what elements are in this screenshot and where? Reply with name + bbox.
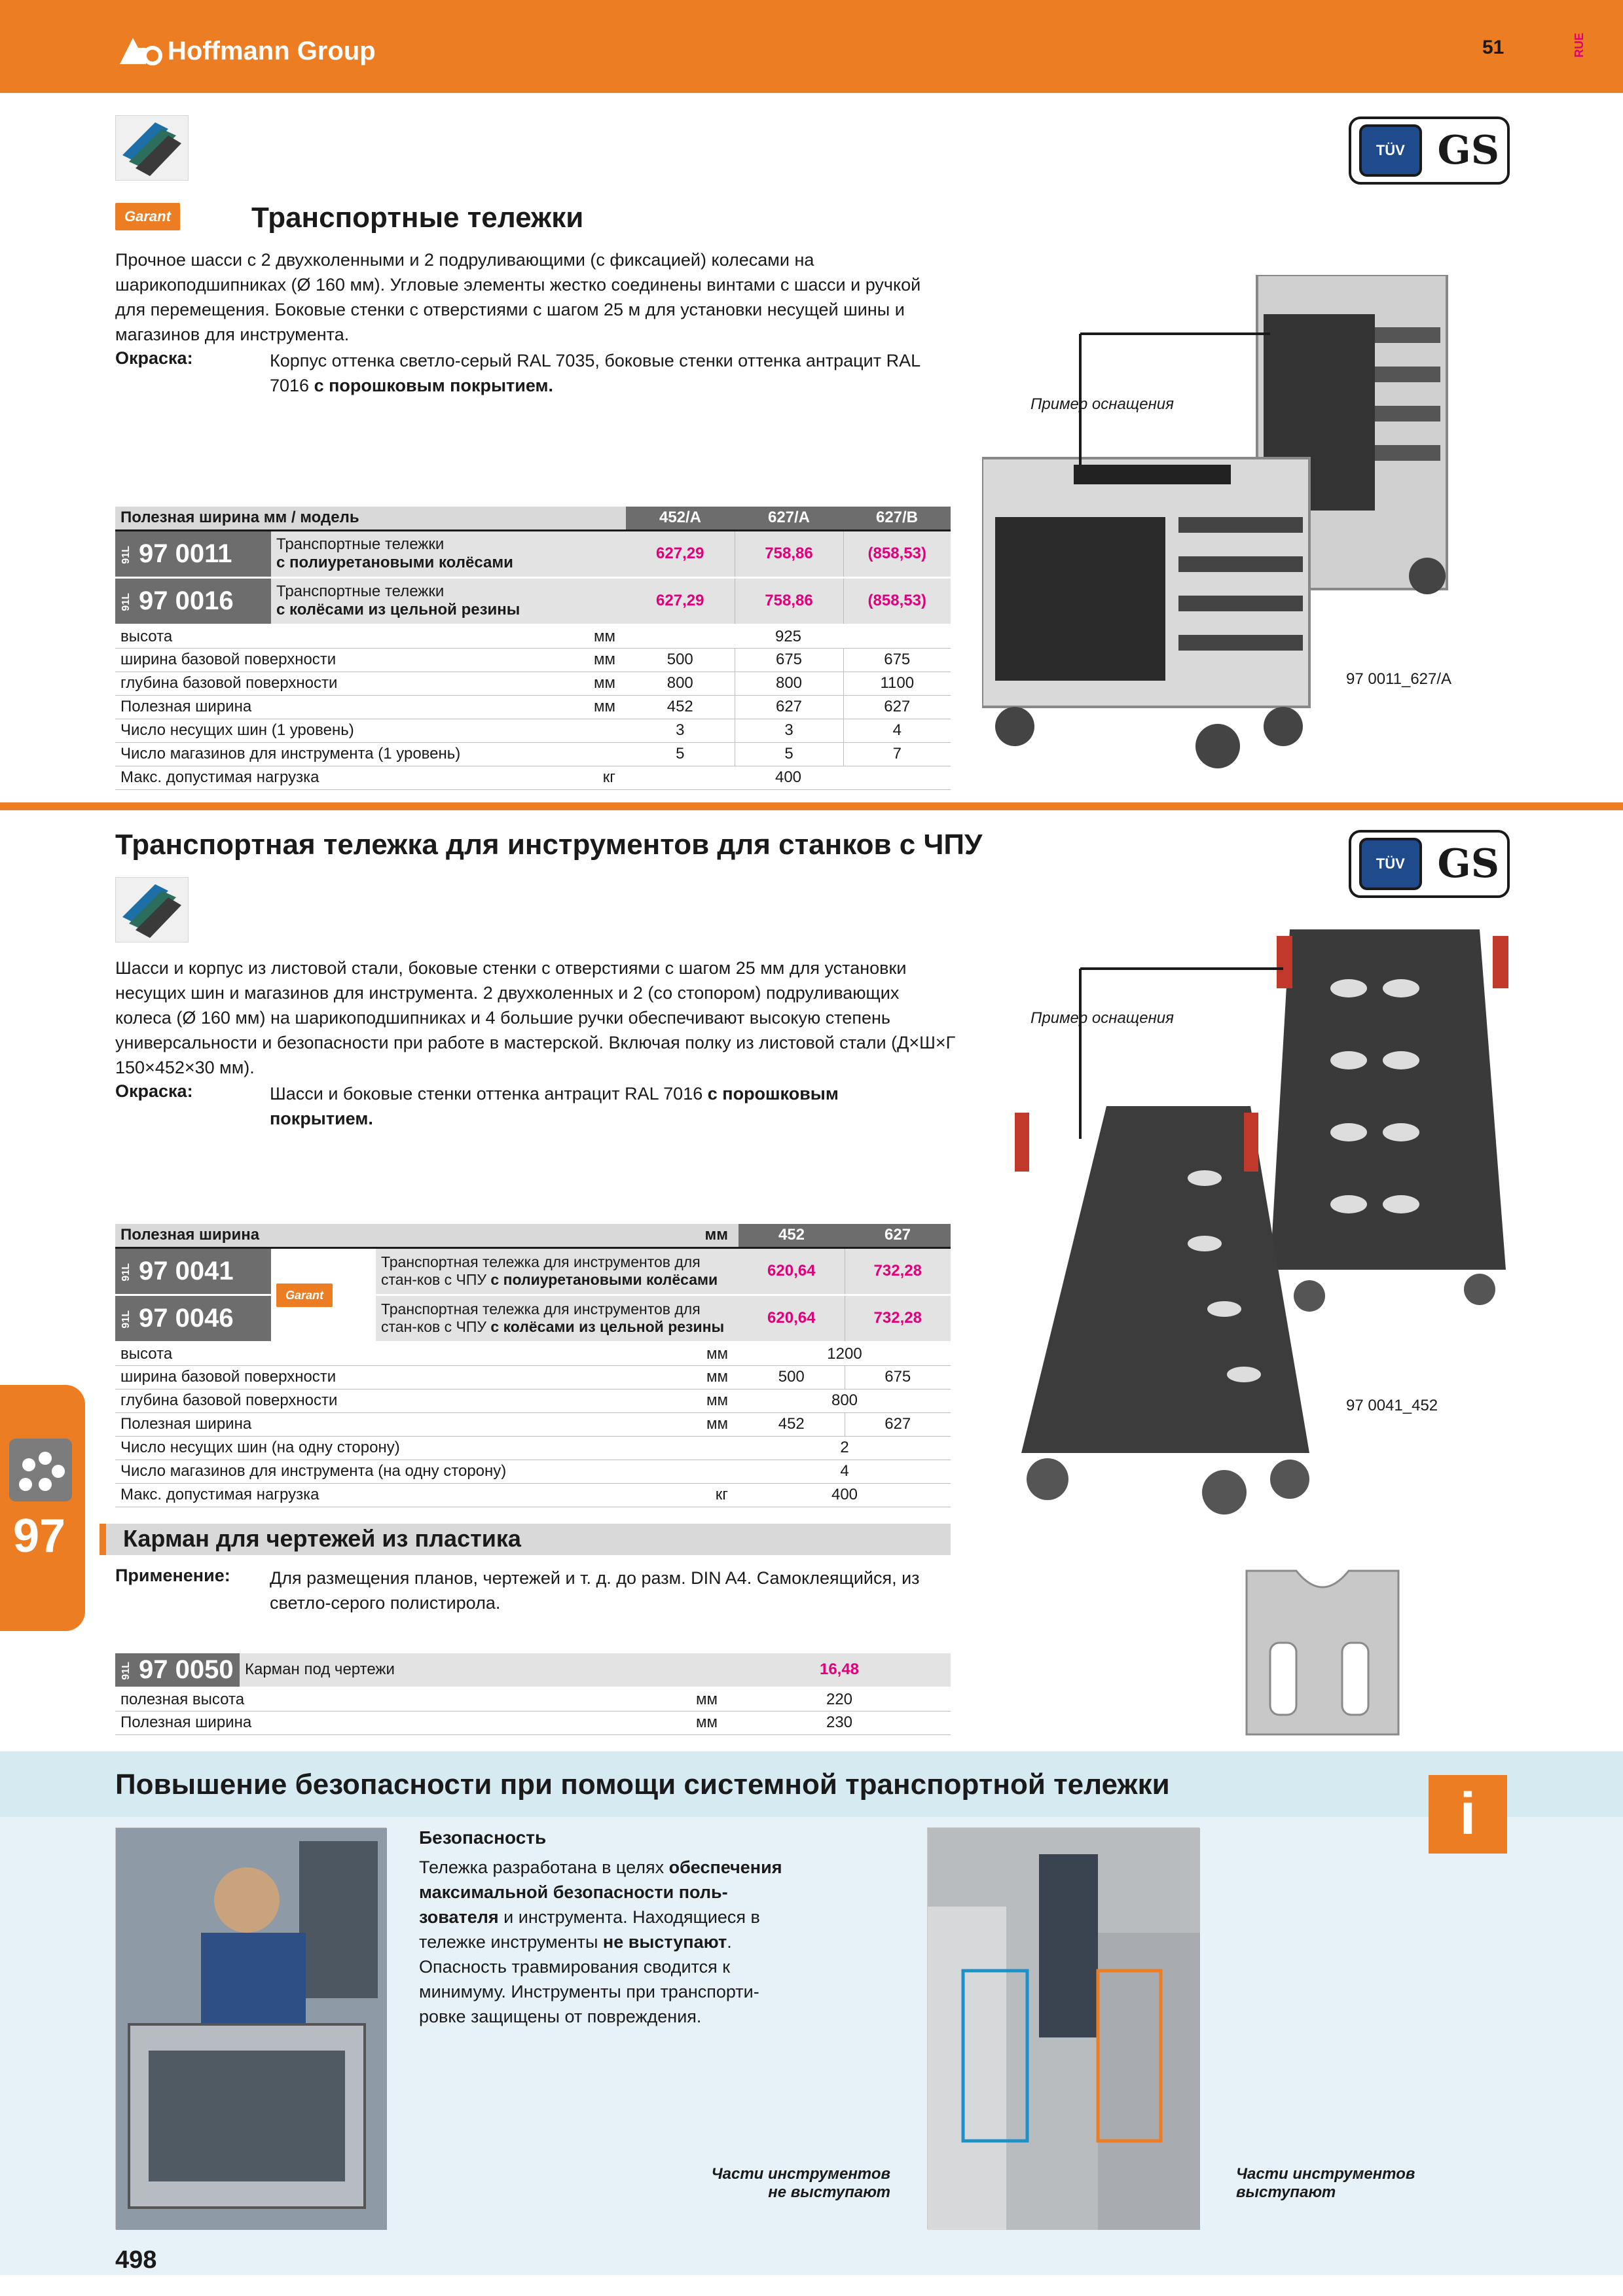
spec-row [115,1412,951,1436]
article-num: 97 0041 [139,1256,234,1285]
model-col: 452/A [626,507,735,530]
hoffmann-logo-icon [117,35,162,67]
spec-value: 1200 [739,1342,951,1365]
spec-value: 500 [626,648,735,672]
model-col: 452 [739,1224,845,1247]
spec-label: Макс. допустимая нагрузка [115,766,569,789]
section-divider [0,802,1623,810]
price: 732,28 [845,1295,951,1342]
table-head-unit: мм [579,1224,739,1247]
caption-left-line1: Части инструментов [711,2165,890,2183]
article-num: 97 0050 [139,1655,234,1684]
spec-value: 7 [843,742,951,766]
chapter-icon [9,1439,72,1501]
spec-value: 452 [739,1412,845,1436]
safety-text-bold: не выступают [602,1932,727,1952]
caption-right-line2: выступают [1236,2183,1336,2201]
model-col: 627 [845,1224,951,1247]
price: 627,29 [626,577,735,624]
paint-text: Корпус оттенка светло-серый RAL 7035, боковые стенки оттенка антрацит RAL 7016 [270,351,921,395]
section1-example-caption: Пример оснащения [1030,395,1174,413]
paint-text: Шасси и боковые стенки оттенка антрацит RAL 7016 [270,1084,703,1103]
spec-value: 4 [843,719,951,742]
spec-row [115,672,951,695]
spec-label: Полезная ширина [115,1711,610,1734]
spec-unit: кг [569,766,626,789]
spec-label: полезная высота [115,1687,610,1711]
article-num: 97 0016 [139,586,234,615]
spec-row [115,742,951,766]
spec-unit [569,742,626,766]
spec-value: 800 [626,672,735,695]
spec-unit [579,1436,739,1460]
paint-bold: с порошковым покрытием. [270,1084,839,1128]
article-desc-text: Транспортные тележки [276,583,445,600]
spec-value: 800 [739,1389,951,1412]
article-desc-bold: с колёсами из цельной резины [490,1318,725,1335]
spec-row [115,1342,951,1365]
table-row[interactable] [115,577,951,624]
section1-table [115,507,951,790]
caption-left [707,2165,890,2202]
spec-value: 675 [735,648,843,672]
spec-value: 675 [843,648,951,672]
spec-value: 4 [739,1460,951,1483]
article-desc-bold: с колёсами из цельной резины [276,601,520,619]
cart-image-1 [982,275,1506,792]
garant-logo: Garant [276,1283,333,1307]
garant-logo: Garant [115,203,180,230]
spec-value: 627 [845,1412,951,1436]
spec-label: глубина базовой поверхности [115,1389,579,1412]
section4-title: Повышение безопасности при помощи системной транспортной тележки [115,1768,1170,1801]
article-prefix: 91L [120,1310,132,1329]
spec-row [115,695,951,719]
article-desc: Карман под чертежи [240,1653,728,1687]
spec-label: ширина базовой поверхности [115,648,569,672]
table-head-label: Полезная ширина мм / модель [115,507,626,530]
certification-badges [1349,117,1510,185]
spec-label: Число магазинов для инструмента (1 уровень) [115,742,569,766]
spec-unit: мм [579,1412,739,1436]
chapter-tab[interactable] [0,1385,85,1631]
section1-image-caption: 97 0011_627/A [1346,670,1452,688]
article-desc [376,1247,739,1295]
article-num: 97 0011 [139,539,232,568]
safety-text-bold: обеспечения максимальной безопасности поль-зователя [419,1857,782,1927]
price: 620,64 [739,1295,845,1342]
spec-label: ширина базовой поверхности [115,1365,579,1389]
article-desc [271,530,626,577]
photo-worker-cart [115,1827,386,2229]
spec-value: 627 [843,695,951,719]
spec-unit: мм [610,1687,728,1711]
spec-row [115,1483,951,1507]
price: 620,64 [739,1247,845,1295]
article-prefix: 91L [120,593,132,611]
photo-cart-no-protrude [927,1827,1199,2229]
section3-title: Карман для чертежей из пластика [123,1525,521,1552]
spec-unit: мм [610,1711,728,1734]
certification-badges [1349,830,1510,898]
spec-unit [569,719,626,742]
safety-text: и инструмента. Находящиеся в тележке инструменты [419,1907,760,1952]
spec-label: Полезная ширина [115,1412,579,1436]
article-number[interactable] [115,1247,271,1295]
spec-label: Число магазинов для инструмента (на одну сторону) [115,1460,579,1483]
color-swatch-image [115,115,189,181]
spec-value: 925 [626,624,951,648]
section1-paint-label: Окраска: [115,348,193,368]
article-desc-text: Транспортная тележка для инструментов для стан-ков с ЧПУ [381,1253,701,1288]
spec-label: высота [115,624,569,648]
spec-label: Макс. допустимая нагрузка [115,1483,579,1507]
section3-use-text: Для размещения планов, чертежей и т. д. до разм. DIN A4. Самоклеящийся, из светло-серого полистирола. [270,1568,920,1613]
price: (858,53) [843,530,951,577]
section1-title: Транспортные тележки [251,202,584,234]
article-desc-text: Транспортные тележки [276,535,445,553]
table-row[interactable] [115,1295,951,1342]
spec-row [115,1436,951,1460]
spec-unit: мм [569,648,626,672]
spec-label: Полезная ширина [115,695,569,719]
spec-row [115,624,951,648]
spec-value: 5 [626,742,735,766]
article-number[interactable] [115,1295,271,1342]
spec-label: Число несущих шин (на одну сторону) [115,1436,579,1460]
gs-icon: GS [1437,128,1500,173]
spec-value: 3 [735,719,843,742]
color-swatch-image [115,877,189,942]
safety-text: . Опасность травмирования сводится к минимуму. Инструменты при транспорти-ровке защищены от повреждения. [419,1932,759,2026]
article-desc-text: Транспортная тележка для инструментов для стан-ков с ЧПУ [381,1300,701,1335]
language-code: RUE [1573,33,1586,58]
spec-value: 500 [739,1365,845,1389]
spec-value: 2 [739,1436,951,1460]
spec-value: 220 [728,1687,951,1711]
article-desc-bold: с полиуретановыми колёсами [490,1271,718,1288]
article-prefix: 91L [120,1662,132,1680]
spec-row [115,1365,951,1389]
table-head-label: Полезная ширина [115,1224,579,1247]
section3-table [115,1653,951,1735]
spec-value: 230 [728,1711,951,1734]
spec-unit: мм [569,695,626,719]
spec-value: 3 [626,719,735,742]
article-desc-bold: с полиуретановыми колёсами [276,554,513,571]
spec-row [115,1711,951,1734]
spec-unit: мм [579,1342,739,1365]
spec-value: 627 [735,695,843,719]
price: (858,53) [843,577,951,624]
caption-right [1236,2165,1432,2202]
brand-name: Hoffmann Group [168,36,376,65]
spec-unit: мм [569,672,626,695]
section1-description: Прочное шасси с 2 двухколенными и 2 подруливающими (с фиксацией) колесами на шарикоподшипниках (Ø 160 мм). Угловые элементы жестко соединены винтами с шасси и ручкой для перемещения. Боковые стенки с отверстиями с шагом 25 м для установки несущей шины и магазинов для инструмента. [115,250,921,344]
spec-row [115,719,951,742]
spec-value: 400 [739,1483,951,1507]
spec-value: 1100 [843,672,951,695]
spec-row [115,1460,951,1483]
spec-value: 675 [845,1365,951,1389]
section2-image-caption: 97 0041_452 [1346,1397,1438,1414]
section4-text [419,1855,805,2029]
table-row[interactable] [115,1653,951,1687]
section2-title: Транспортная тележка для инструментов для станков с ЧПУ [115,829,983,861]
spec-value: 800 [735,672,843,695]
drawing-pocket-image [1244,1564,1401,1737]
article-number[interactable] [115,577,271,624]
spec-value: 5 [735,742,843,766]
spec-unit: кг [579,1483,739,1507]
price: 732,28 [845,1247,951,1295]
model-col: 627/B [843,507,951,530]
spec-label: глубина базовой поверхности [115,672,569,695]
section2-description: Шасси и корпус из листовой стали, боковые стенки с отверстиями с шагом 25 мм для установки несущих шин и магазинов для инструмента. 2 двухколенных и 2 (со стопором) подруливающих колеса (Ø 160 мм) на шарикоподшипниках и 4 большие ручки обеспечивают высокую степень универсальности и безопасности при работе в мастерской. Включая полку из листовой стали (Д×Ш×Г 150×452×30 мм). [115,958,956,1077]
article-number[interactable] [115,1653,240,1687]
spec-label: высота [115,1342,579,1365]
spec-unit: мм [579,1389,739,1412]
model-col: 627/A [735,507,843,530]
page-number-bottom: 498 [115,2246,157,2274]
spec-row [115,1389,951,1412]
safety-text: Тележка разработана в целях [419,1857,665,1877]
section2-table [115,1224,951,1507]
tuv-icon: TÜV [1359,124,1422,177]
price: 758,86 [735,530,843,577]
caption-right-line1: Части инструментов [1236,2165,1415,2183]
spec-value: 400 [626,766,951,789]
caption-left-line2: не выступают [768,2183,890,2201]
article-prefix: 91L [120,546,132,564]
spec-label: Число несущих шин (1 уровень) [115,719,569,742]
gs-icon: GS [1437,841,1500,887]
tuv-icon: TÜV [1359,838,1422,890]
article-num: 97 0046 [139,1303,234,1333]
page-number-top: 51 [1482,37,1504,58]
spec-unit: мм [579,1365,739,1389]
garant-cell [271,1247,376,1342]
paint-bold: с порошковым покрытием. [314,376,554,395]
spec-unit [579,1460,739,1483]
section3-use-label: Применение: [115,1566,230,1585]
section2-paint-text [270,1081,898,1131]
section2-paint-label: Окраска: [115,1081,193,1101]
spec-row [115,1687,951,1711]
price: 627,29 [626,530,735,577]
spec-unit: мм [569,624,626,648]
article-prefix: 91L [120,1263,132,1282]
table-row[interactable] [115,530,951,577]
brand-logo[interactable] [117,31,376,71]
article-desc [271,577,626,624]
spec-row [115,648,951,672]
section1-paint-text [270,348,938,398]
section4-subtitle: Безопасность [419,1827,547,1848]
table-row[interactable] [115,1247,951,1295]
price: 16,48 [728,1653,951,1687]
article-desc [376,1295,739,1342]
spec-value: 452 [626,695,735,719]
article-number[interactable] [115,530,271,577]
chapter-number: 97 [13,1510,66,1562]
section2-example-caption: Пример оснащения [1030,1009,1174,1027]
cart-image-2 [1008,916,1519,1518]
info-icon[interactable]: i [1429,1775,1507,1854]
spec-row [115,766,951,789]
price: 758,86 [735,577,843,624]
